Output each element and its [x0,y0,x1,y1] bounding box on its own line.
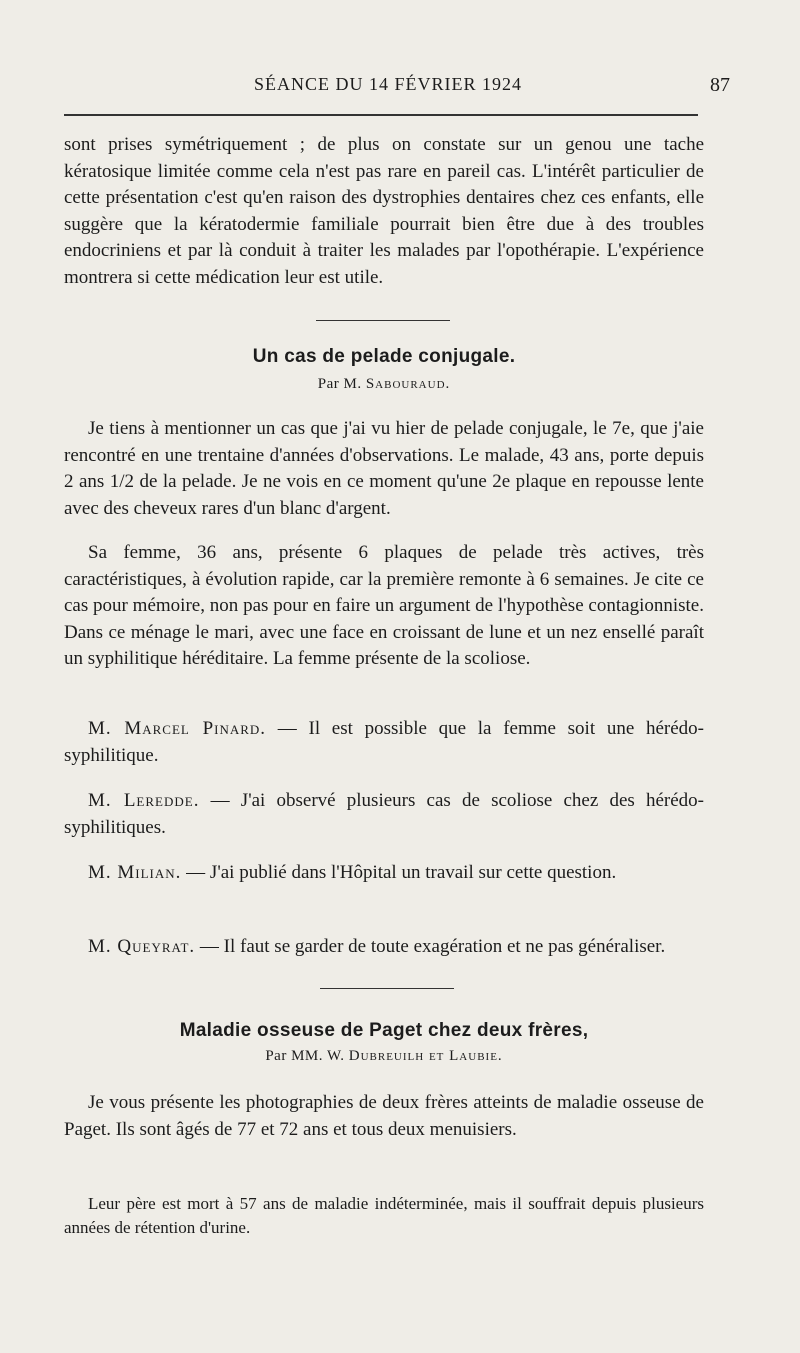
discussion-pinard [64,716,704,769]
speaker-text: — Il est possible que la femme soit une hérédo-syphilitique. [64,718,704,766]
byline-prefix: Par MM. W. [265,1048,345,1064]
discussion-milian [64,860,704,887]
paget-paragraph-2: Leur père est mort à 57 ans de maladie indéterminée, mais il souffrait depuis plusieurs années de rétention d'urine. [64,1194,704,1237]
byline-sabouraud [64,376,704,393]
paget-paragraph-1: Je vous présente les photographies de deux frères atteints de maladie osseuse de Paget. Ils sont âgés de 77 et 72 ans et tous deux menuisiers. [64,1092,704,1140]
section-title-paget: Maladie osseuse de Paget chez deux frères, [179,1020,589,1041]
speaker-name: M. Queyrat. [88,936,196,957]
discussion-leredde [64,788,704,841]
speaker-name: M. Marcel Pinard. [88,718,267,739]
byline-author: Dubreuilh et Laubie. [348,1048,503,1064]
speaker-text: — Il faut se garder de toute exagération et ne pas généraliser. [195,936,666,957]
header-rule [64,114,698,116]
speaker-text: — J'ai observé plusieurs cas de scoliose chez des hérédo-syphilitiques. [64,790,704,838]
page-number: 87 [710,74,730,96]
discussion-queyrat [64,934,704,961]
byline-dubreuilh [64,1048,704,1065]
speaker-text: — J'ai publié dans l'Hôpital un travail sur cette question. [181,862,617,883]
section-separator [316,320,450,321]
speaker-name: M. Leredde. [88,790,200,811]
running-header [64,72,730,102]
speaker-name: M. Milian. [88,862,182,883]
section-separator [320,988,454,989]
pelade-paragraph-2: Sa femme, 36 ans, présente 6 plaques de pelade très actives, très caractéristiques, à évolution rapide, car la première remonte à 6 semaines. Je cite ce cas pour mémoire, non pas pour en faire un argument de l'hypothèse contagionniste. Dans ce ménage le mari, avec une face en croissant de lune et un nez ensellé paraît un syphilitique héréditaire. La femme présente de la scoliose. [64,542,704,669]
byline-author: Sabouraud. [365,376,451,392]
intro-paragraph: sont prises symétriquement ; de plus on constate sur un genou une tache kératosique limitée comme cela n'est pas rare en pareil cas. L'intérêt particulier de cette présentation c'est qu'en raison des dystrophies dentaires chez ces enfants, elle suggère que la kératodermie familiale pourrait bien être due à des troubles endocriniens et par là conduit à traiter les malades par l'opothérapie. L'expérience montrera si cette médication leur est utile. [64,134,704,288]
pelade-paragraph-1: Je tiens à mentionner un cas que j'ai vu hier de pelade conjugale, le 7e, que j'aie rencontré en une trentaine d'années d'observations. Le malade, 43 ans, porte depuis 2 ans 1/2 de la pelade. Je ne vois en ce moment qu'une 2e plaque en repousse lente avec des cheveux rares d'un blanc d'argent. [64,418,704,519]
header-title: SÉANCE DU 14 FÉVRIER 1924 [254,74,523,94]
section-title-pelade: Un cas de pelade conjugale. [252,346,516,367]
byline-prefix: Par M. [317,376,362,392]
